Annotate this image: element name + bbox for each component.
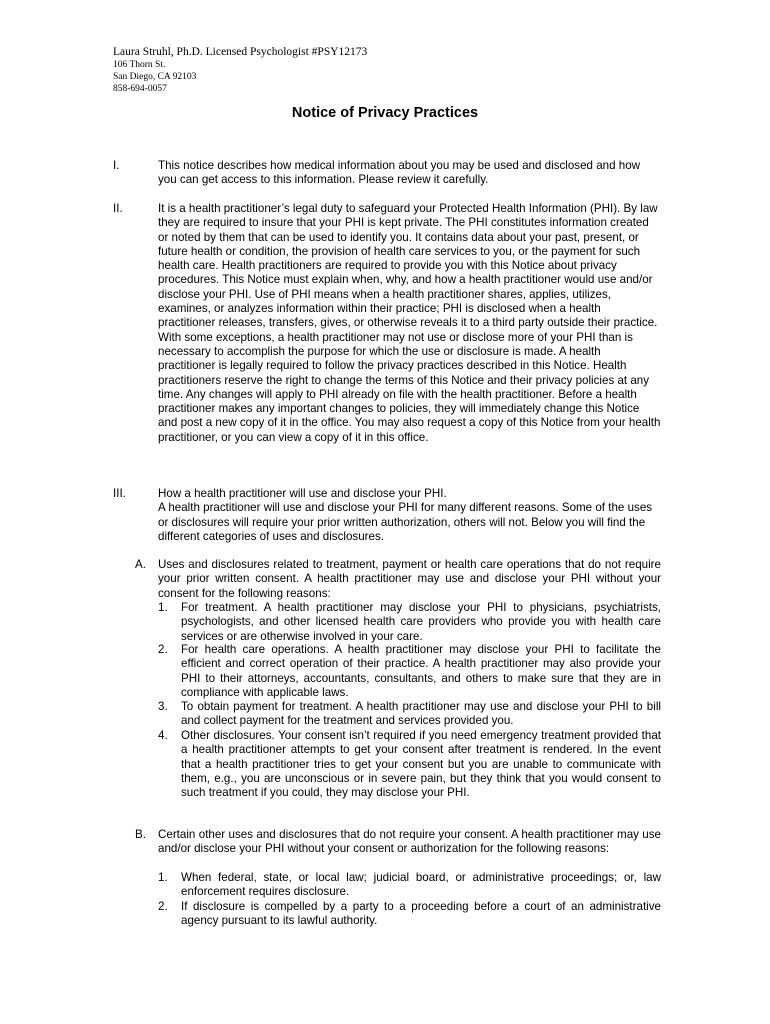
item-number: 3.	[158, 700, 168, 713]
item-text: Other disclosures. Your consent isn’t required if you need emergency treatment provided that a health practitioner attempts to get your consent after treatment is rendered. In the event that a health practitioner tries to get your consent but you are unable to communicate with them, e.g., you are unconscious or in severe pain, but they think that you would consent to such treatment if you could, they may disclose your PHI.	[181, 729, 661, 800]
subsection-text: Uses and disclosures related to treatment, payment or health care operations that do not require your prior written consent. A health practitioner may use and disclose your PHI without your consent for the following reasons:	[158, 558, 661, 600]
letterhead	[113, 45, 367, 95]
subsection-letter: A.	[135, 558, 146, 571]
item-number: 1.	[158, 601, 168, 614]
section-text: This notice describes how medical information about you may be used and disclosed and how you can get access to this information. Please review it carefully.	[158, 159, 641, 187]
section-text: A health practitioner will use and disclose your PHI for many different reasons. Some of the uses or disclosures will require your prior written authorization, others will not. Below you will find the different categories of uses and disclosures.	[158, 501, 653, 543]
item-text: When federal, state, or local law; judicial board, or administrative proceedings; or, law enforcement requires disclosure.	[181, 871, 661, 899]
section-body	[158, 487, 661, 544]
item-text: For health care operations. A health practitioner may disclose your PHI to facilitate the efficient and correct operation of their practice. A health practitioner may also provide your PHI to their attorneys, accountants, consultants, and others to make sure that they are in compliance with applicable laws.	[181, 643, 661, 699]
subsection-letter: B.	[135, 828, 146, 841]
address-street: 106 Thorn St.	[113, 60, 166, 70]
section-text: It is a health practitioner’s legal duty to safeguard your Protected Health Information (PHI). By law they are required to insure that your PHI is kept private. The PHI constitutes information created or noted by them that can be used to identify you. It contains data about your past, present, or future health or condition, the provision of health care services to you, or the payment for such health care. Health practitioners are required to provide you with this Notice about privacy procedures. This Notice must explain when, why, and how a health practitioner would use and/or disclose your PHI. Use of PHI means when a health practitioner shares, applies, utilizes, examines, or analyzes information within their practice; PHI is disclosed when a health practitioner releases, transfers, gives, or otherwise reveals it to a third party outside their practice. With some exceptions, a health practitioner may not use or disclose more of your PHI than is necessary to accomplish the purpose for which the use or disclosure is made. A health practitioner is legally required to follow the privacy practices described in this Notice. Health practitioners reserve the right to change the terms of this Notice and their privacy policies at any time. Any changes will apply to PHI already on file with the health practitioner. Before a health practitioner makes any important changes to policies, they will immediately change this Notice and post a new copy of it in the office. You may also request a copy of this Notice from your health practitioner, or you can view a copy of it in this office.	[158, 202, 661, 444]
section-number: II.	[113, 202, 123, 215]
address-city: San Diego, CA 92103	[113, 72, 197, 82]
item-number: 2.	[158, 900, 168, 913]
practitioner-name: Laura Struhl, Ph.D. Licensed Psychologist #PSY12173	[113, 46, 368, 58]
section-number: III.	[113, 487, 126, 500]
document-title: Notice of Privacy Practices	[291, 105, 479, 121]
item-text: For treatment. A health practitioner may disclose your PHI to physicians, psychiatrists, psychologists, and other licensed health care providers who provide you with health care services or are otherwise involved in your care.	[181, 601, 661, 643]
item-number: 2.	[158, 643, 168, 656]
item-number: 1.	[158, 871, 168, 884]
subsection-text: Certain other uses and disclosures that do not require your consent. A health practitioner may use and/or disclose your PHI without your consent or authorization for the following reasons:	[158, 828, 661, 856]
phone-number: 858-694-0057	[113, 84, 167, 94]
item-text: If disclosure is compelled by a party to a proceeding before a court of an administrative agency pursuant to its lawful authority.	[181, 900, 661, 928]
section-number: I.	[113, 159, 120, 172]
item-text: To obtain payment for treatment. A health practitioner may use and disclose your PHI to bill and collect payment for the treatment and services provided you.	[181, 700, 661, 728]
item-number: 4.	[158, 729, 168, 742]
section-heading: How a health practitioner will use and disclose your PHI.	[158, 487, 447, 500]
